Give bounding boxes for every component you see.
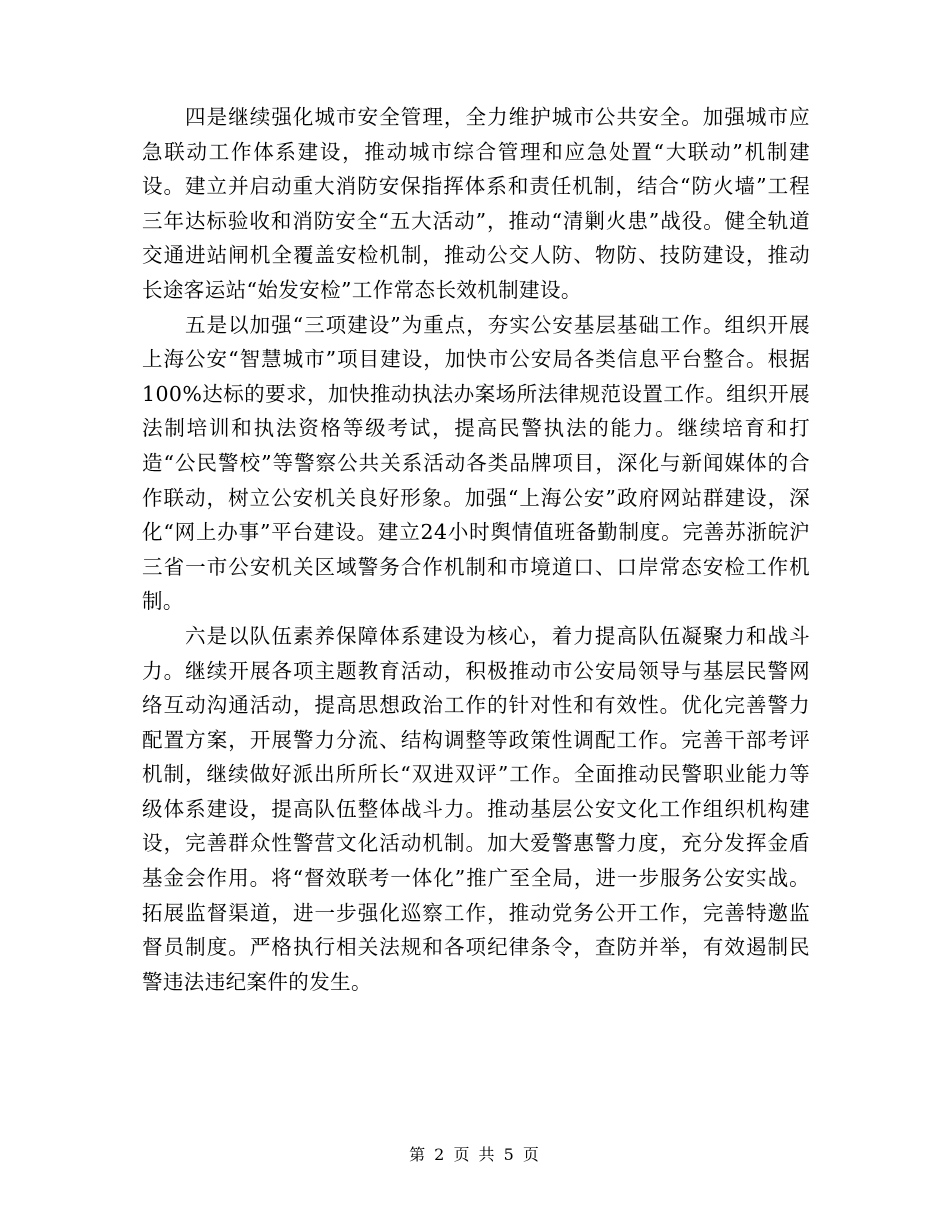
page-number-footer: 第 2 页 共 5 页 (409, 1145, 541, 1164)
paragraph-section-five: 五是以加强“三项建设”为重点，夯实公安基层基础工作。组织开展上海公安“智慧城市”项目建设，加快市公安局各类信息平台整合。根据100%达标的要求，加快推动执法办案场所法律规范设置工作。组织开展法制培训和执法资格等级考试，提高民警执法的能力。继续培育和打造“公民警校”等警察公共关系活动各类品牌项目，深化与新闻媒体的合作联动，树立公安机关良好形象。加强“上海公安”政府网站群建设，深化“网上办事”平台建设。建立24小时舆情值班备勤制度。完善苏浙皖沪三省一市公安机关区域警务合作机制和市境道口、口岸常态安检工作机制。 (142, 312, 810, 614)
document-body (142, 100, 810, 999)
paragraph-section-four: 四是继续强化城市安全管理，全力维护城市公共安全。加强城市应急联动工作体系建设，推动城市综合管理和应急处置“大联动”机制建设。建立并启动重大消防安保指挥体系和责任机制，结合“防火墙”工程三年达标验收和消防安全“五大活动”，推动“清剿火患”战役。健全轨道交通进站闸机全覆盖安检机制，推动公交人防、物防、技防建设，推动长途客运站“始发安检”工作常态长效机制建设。 (142, 105, 810, 302)
paragraph-section-six: 六是以队伍素养保障体系建设为核心，着力提高队伍凝聚力和战斗力。继续开展各项主题教育活动，积极推动市公安局领导与基层民警网络互动沟通活动，提高思想政治工作的针对性和有效性。优化完善警力配置方案，开展警力分流、结构调整等政策性调配工作。完善干部考评机制，继续做好派出所所长“双进双评”工作。全面推动民警职业能力等级体系建设，提高队伍整体战斗力。推动基层公安文化工作组织机构建设，完善群众性警营文化活动机制。加大爱警惠警力度，充分发挥金盾基金会作用。将“督效联考一体化”推广至全局，进一步服务公安实战。拓展监督渠道，进一步强化巡察工作，推动党务公开工作，完善特邀监督员制度。严格执行相关法规和各项纪律条令，查防并举，有效遏制民警违法违纪案件的发生。 (142, 623, 810, 994)
